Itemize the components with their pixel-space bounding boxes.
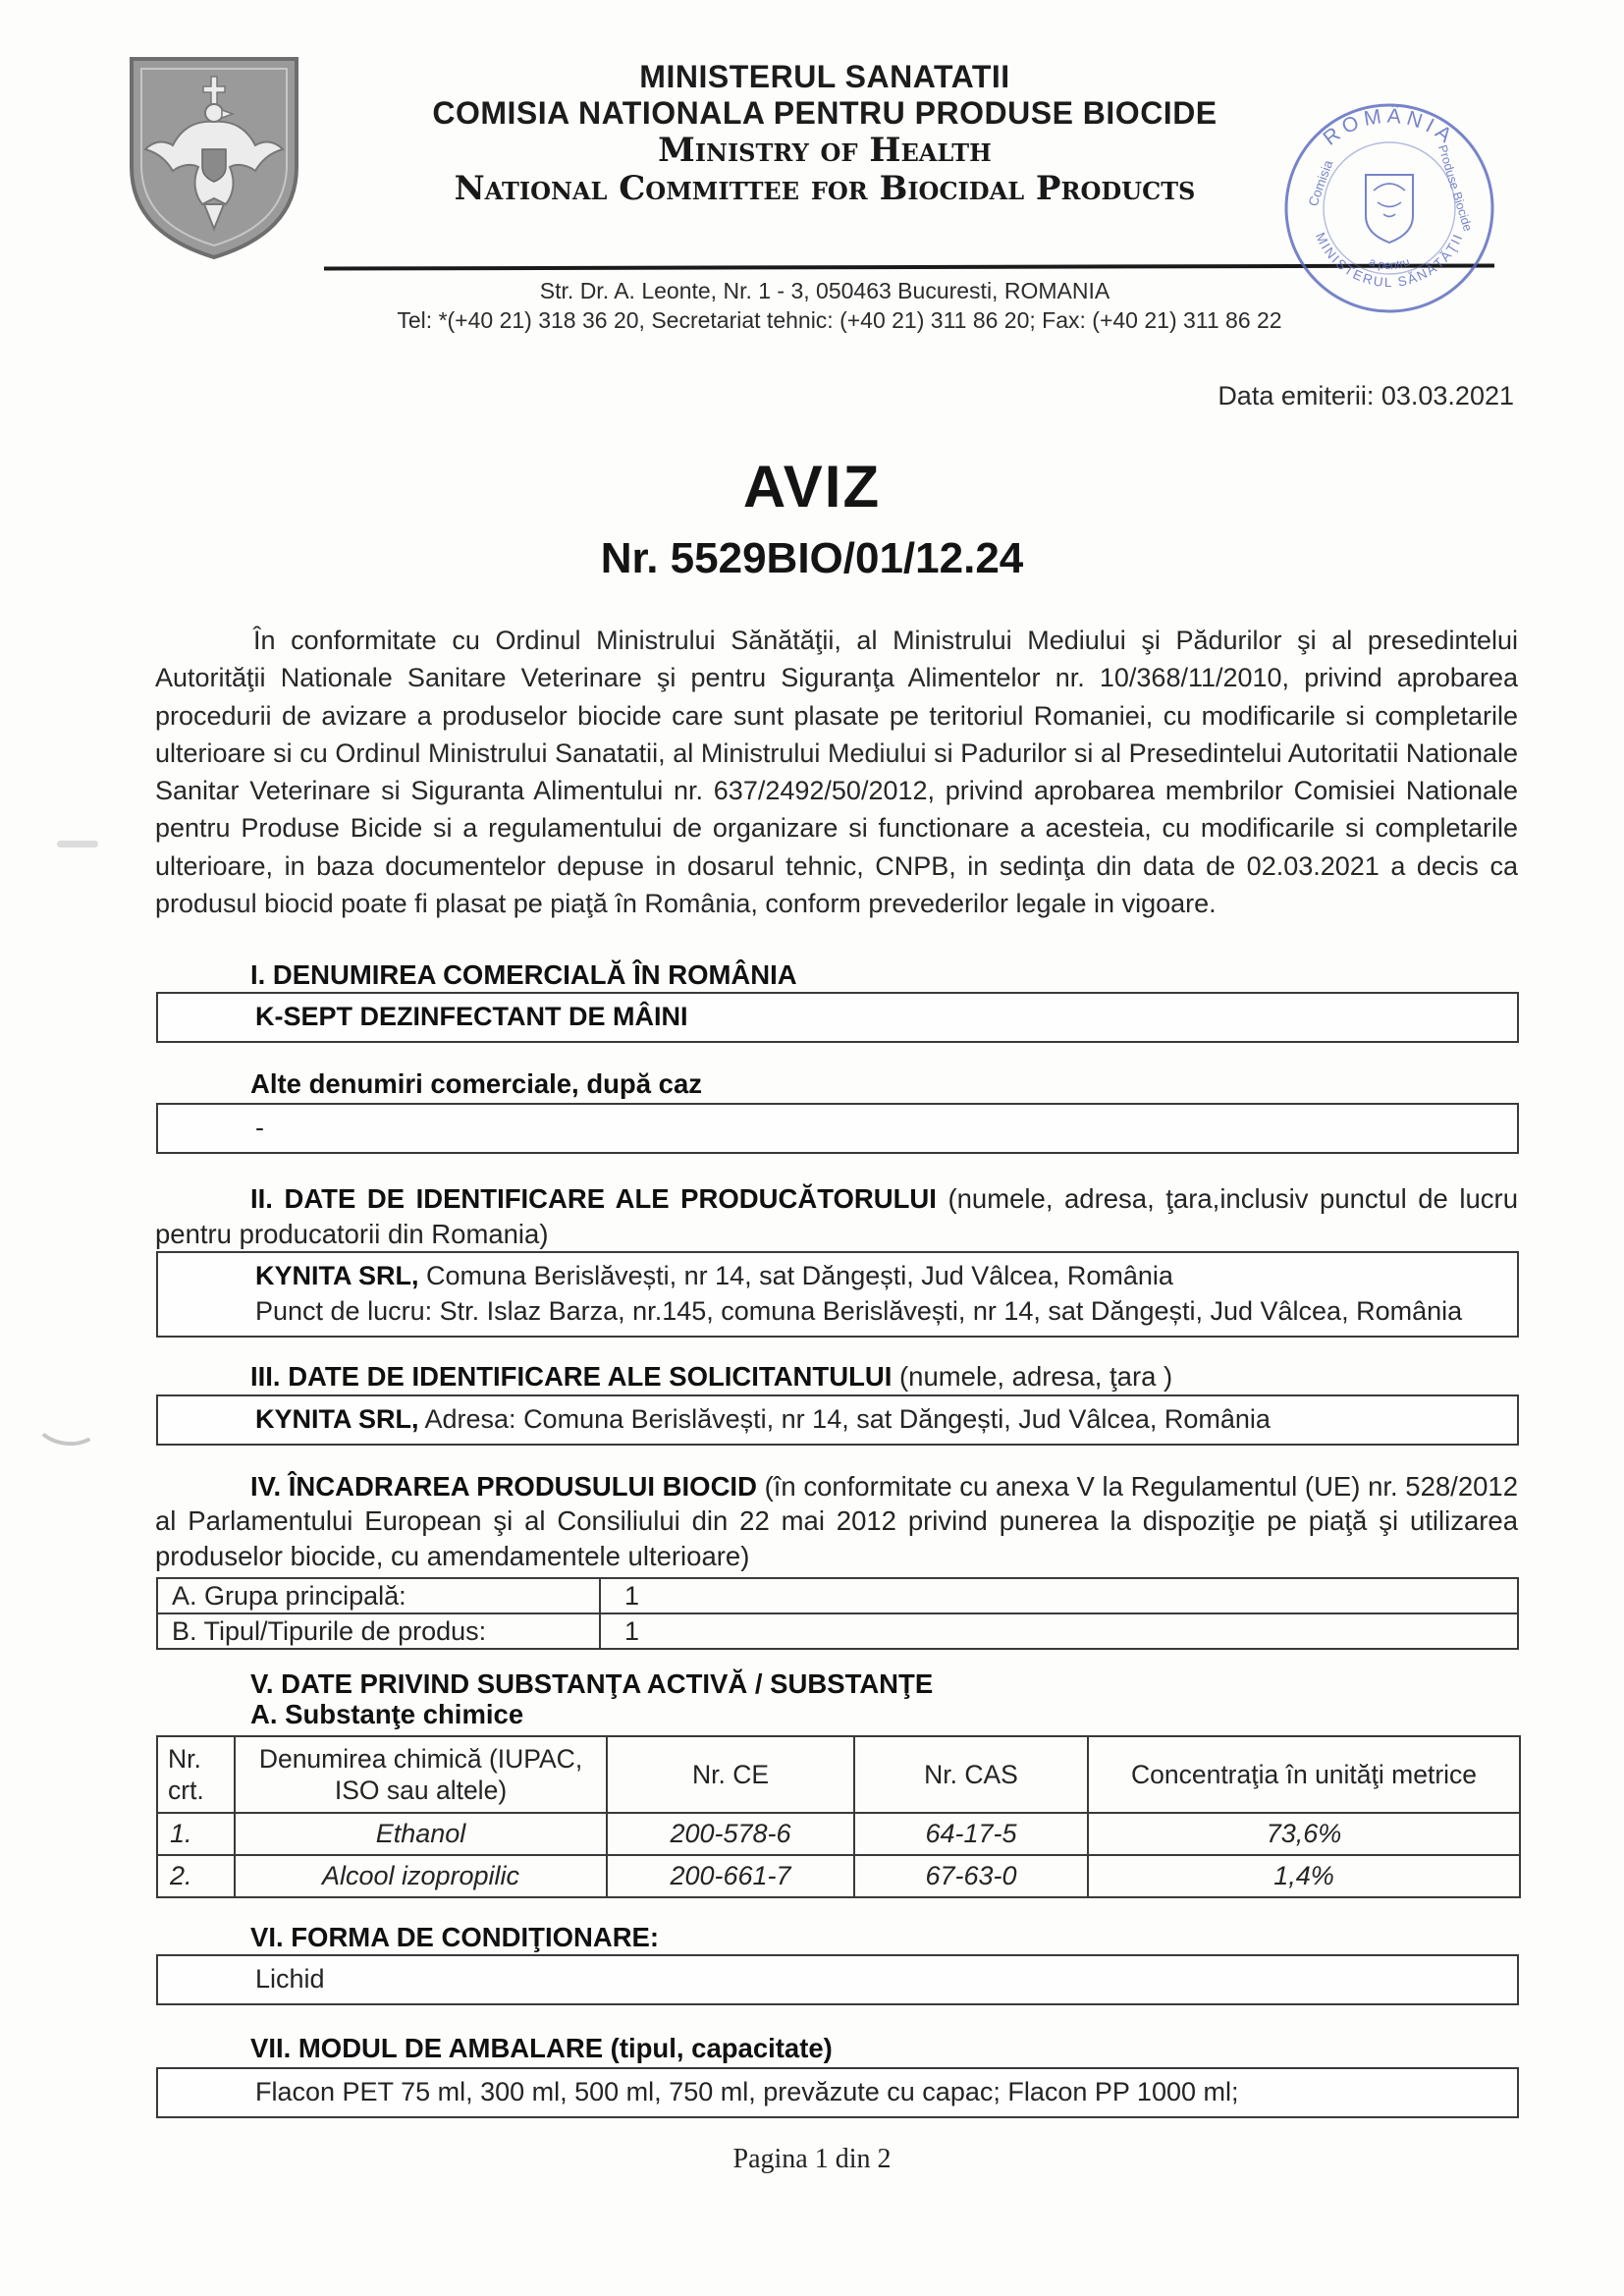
svg-text:ROMÂNIA xyxy=(1319,105,1459,150)
product-type-value: 1 xyxy=(600,1613,1518,1649)
committee-name-en: National Committee for Biocidal Products xyxy=(454,169,1196,208)
product-type-label: B. Tipul/Tipurile de produs: xyxy=(157,1613,600,1649)
substance-concentration: 73,6% xyxy=(1088,1813,1520,1855)
substance-row xyxy=(157,1813,1520,1855)
section-4-heading xyxy=(155,1469,1518,1574)
section-7-heading: VII. MODUL DE AMBALARE (tipul, capacitate) xyxy=(250,2033,833,2064)
section-2-heading-bold: II. DATE DE IDENTIFICARE ALE PRODUCĂTORULUI xyxy=(250,1183,937,1215)
letterhead-titles xyxy=(314,59,1335,208)
section-5-heading: V. DATE PRIVIND SUBSTANŢA ACTIVĂ / SUBSTANŢE xyxy=(250,1668,934,1700)
stamp-ministry-text: MINISTERUL SĂNĂTĂŢII xyxy=(1312,230,1466,291)
scan-artifact-smudge xyxy=(57,841,98,847)
substance-name: Ethanol xyxy=(235,1813,607,1855)
col-header-cas: Nr. CAS xyxy=(854,1736,1088,1813)
work-point-line: Punct de lucru: Str. Islaz Barza, nr.145, comuna Berislăvești, nr 14, sat Dăngești, Jud Vâlcea, România xyxy=(255,1296,1463,1327)
product-classification-table xyxy=(156,1577,1519,1650)
stamp-comisia-text: Comisia xyxy=(1305,158,1336,208)
table-row xyxy=(157,1578,1518,1613)
substance-nr: 1. xyxy=(157,1813,235,1855)
table-row xyxy=(157,1613,1518,1649)
substance-cas: 64-17-5 xyxy=(854,1813,1088,1855)
manufacturer-name: KYNITA SRL, xyxy=(255,1261,419,1291)
manufacturer-address: Comuna Berislăvești, nr 14, sat Dăngești, Jud Vâlcea, România xyxy=(418,1261,1173,1291)
form-box xyxy=(156,1954,1519,2005)
main-group-value: 1 xyxy=(600,1578,1518,1613)
official-round-stamp xyxy=(1279,98,1500,319)
form-value: Lichid xyxy=(255,1964,325,1995)
substance-name: Alcool izopropilic xyxy=(235,1855,607,1897)
col-header-concentration: Concentraţia în unităţi metrice xyxy=(1088,1736,1520,1813)
document-number: Nr. 5529BIO/01/12.24 xyxy=(600,534,1024,582)
section-1-heading: I. DENUMIREA COMERCIALĂ ÎN ROMÂNIA xyxy=(250,959,797,991)
table-header-row xyxy=(157,1736,1520,1813)
packaging-value: Flacon PET 75 ml, 300 ml, 500 ml, 750 ml, prevăzute cu capac; Flacon PP 1000 ml; xyxy=(255,2077,1239,2107)
stamp-country-text: ROMÂNIA xyxy=(1319,104,1460,150)
alt-names-label: Alte denumiri comerciale, după caz xyxy=(250,1068,703,1100)
ministry-name-en: Ministry of Health xyxy=(658,131,992,170)
section-4-heading-bold: IV. ÎNCADRAREA PRODUSULUI BIOCID xyxy=(250,1470,757,1502)
section-3-heading xyxy=(155,1359,1518,1394)
substance-row xyxy=(157,1855,1520,1897)
substance-nr: 2. xyxy=(157,1855,235,1897)
manufacturer-box xyxy=(156,1251,1519,1338)
manufacturer-line xyxy=(172,1258,1503,1293)
section-2-heading-note: (numele, adresa, ţara,inclusiv punctul de lucru pentru producatorii din Romania) xyxy=(155,1183,1519,1249)
address-line: Str. Dr. A. Leonte, Nr. 1 - 3, 050463 Bucuresti, ROMANIA xyxy=(539,278,1110,303)
romanian-coat-of-arms-icon xyxy=(116,51,312,265)
phone-line: Tel: *(+40 21) 318 36 20, Secretariat tehnic: (+40 21) 311 86 20; Fax: (+40 21) 311 86 22 xyxy=(397,307,1282,333)
substance-ce: 200-578-6 xyxy=(607,1813,854,1855)
alt-names-box xyxy=(156,1103,1519,1154)
intro-paragraph: În conformitate cu Ordinul Ministrului Sănătăţii, al Ministrului Mediului şi Pădurilor şi al presedintelui Autorităţii Nationale Sanitare Veterinare şi pentru Siguranţa Alimentelor nr. 10/368/11/2010, privind aprobarea procedurii de avizare a produselor biocide care sunt plasate pe teritoriul Romaniei, cu modificarile si completarile ulterioare si cu Ordinul Ministrului Sanatatii, al Ministrului Mediului si Padurilor si al Presedintelui Autoritatii Nationale Sanitar Veterinare si Siguranta Alimentului nr. 637/2492/50/2012, privind aprobarea membrilor Comisiei Nationale pentru Produse Bicide si a regulamentului de organizare si functionare a acesteia, cu modificarile si completarile ulterioare, in baza documentelor depuse in dosarul tehnic, CNPB, in sedinţa din data de 02.03.2021 a decis ca produsul biocid poate fi plasat pe piaţă în România, conform prevederilor legale in vigoare. xyxy=(155,626,1518,919)
page-number: Pagina 1 din 2 xyxy=(732,2144,892,2175)
section-2-heading xyxy=(155,1181,1518,1251)
ministry-name-ro: MINISTERUL SANATATII xyxy=(639,59,1010,94)
scan-artifact-curve xyxy=(33,1399,102,1449)
col-header-nr: Nr. crt. xyxy=(157,1736,235,1813)
alt-names-value: - xyxy=(255,1113,264,1143)
applicant-box xyxy=(156,1394,1519,1446)
substance-ce: 200-661-7 xyxy=(607,1855,854,1897)
document-title: AVIZ xyxy=(742,454,882,519)
letterhead xyxy=(0,0,1624,344)
col-header-chemical-name: Denumirea chimică (IUPAC, ISO sau altele) xyxy=(235,1736,607,1813)
section-4-heading-note: (în conformitate cu anexa V la Regulamentul (UE) nr. 528/2012 al Parlamentului European şi al Consiliului din 22 mai 2012 privind punerea la dispoziţie pe piaţă şi utilizarea produselor biocide, cu amendamentele ulterioare) xyxy=(155,1470,1518,1571)
stamp-pentru-text: a pentru xyxy=(1367,254,1412,273)
section-3-heading-bold: III. DATE DE IDENTIFICARE ALE SOLICITANTULUI xyxy=(250,1361,893,1393)
stamp-produse-text: Produse Biocide xyxy=(1435,142,1475,234)
packaging-box xyxy=(156,2067,1519,2118)
main-group-label: A. Grupa principală: xyxy=(157,1578,600,1613)
trade-name-box xyxy=(156,992,1519,1043)
applicant-line xyxy=(172,1401,1503,1437)
section-5-subheading: A. Substanţe chimice xyxy=(250,1699,524,1730)
issue-date: Data emiterii: 03.03.2021 xyxy=(1218,381,1514,410)
svg-text:a pentru xyxy=(1368,254,1412,272)
applicant-address: Adresa: Comuna Berislăvești, nr 14, sat Dăngești, Jud Vâlcea, România xyxy=(418,1403,1271,1434)
trade-name-value: K-SEPT DEZINFECTANT DE MÂINI xyxy=(255,1002,688,1032)
col-header-ce: Nr. CE xyxy=(607,1736,854,1813)
substance-concentration: 1,4% xyxy=(1088,1855,1520,1897)
applicant-name: KYNITA SRL, xyxy=(255,1403,419,1434)
section-3-heading-note: (numele, adresa, ţara ) xyxy=(892,1361,1173,1393)
committee-name-ro: COMISIA NATIONALA PENTRU PRODUSE BIOCIDE xyxy=(432,95,1218,131)
section-6-heading: VI. FORMA DE CONDIŢIONARE: xyxy=(250,1922,660,1953)
active-substances-table xyxy=(156,1735,1521,1898)
substance-cas: 67-63-0 xyxy=(854,1855,1088,1897)
